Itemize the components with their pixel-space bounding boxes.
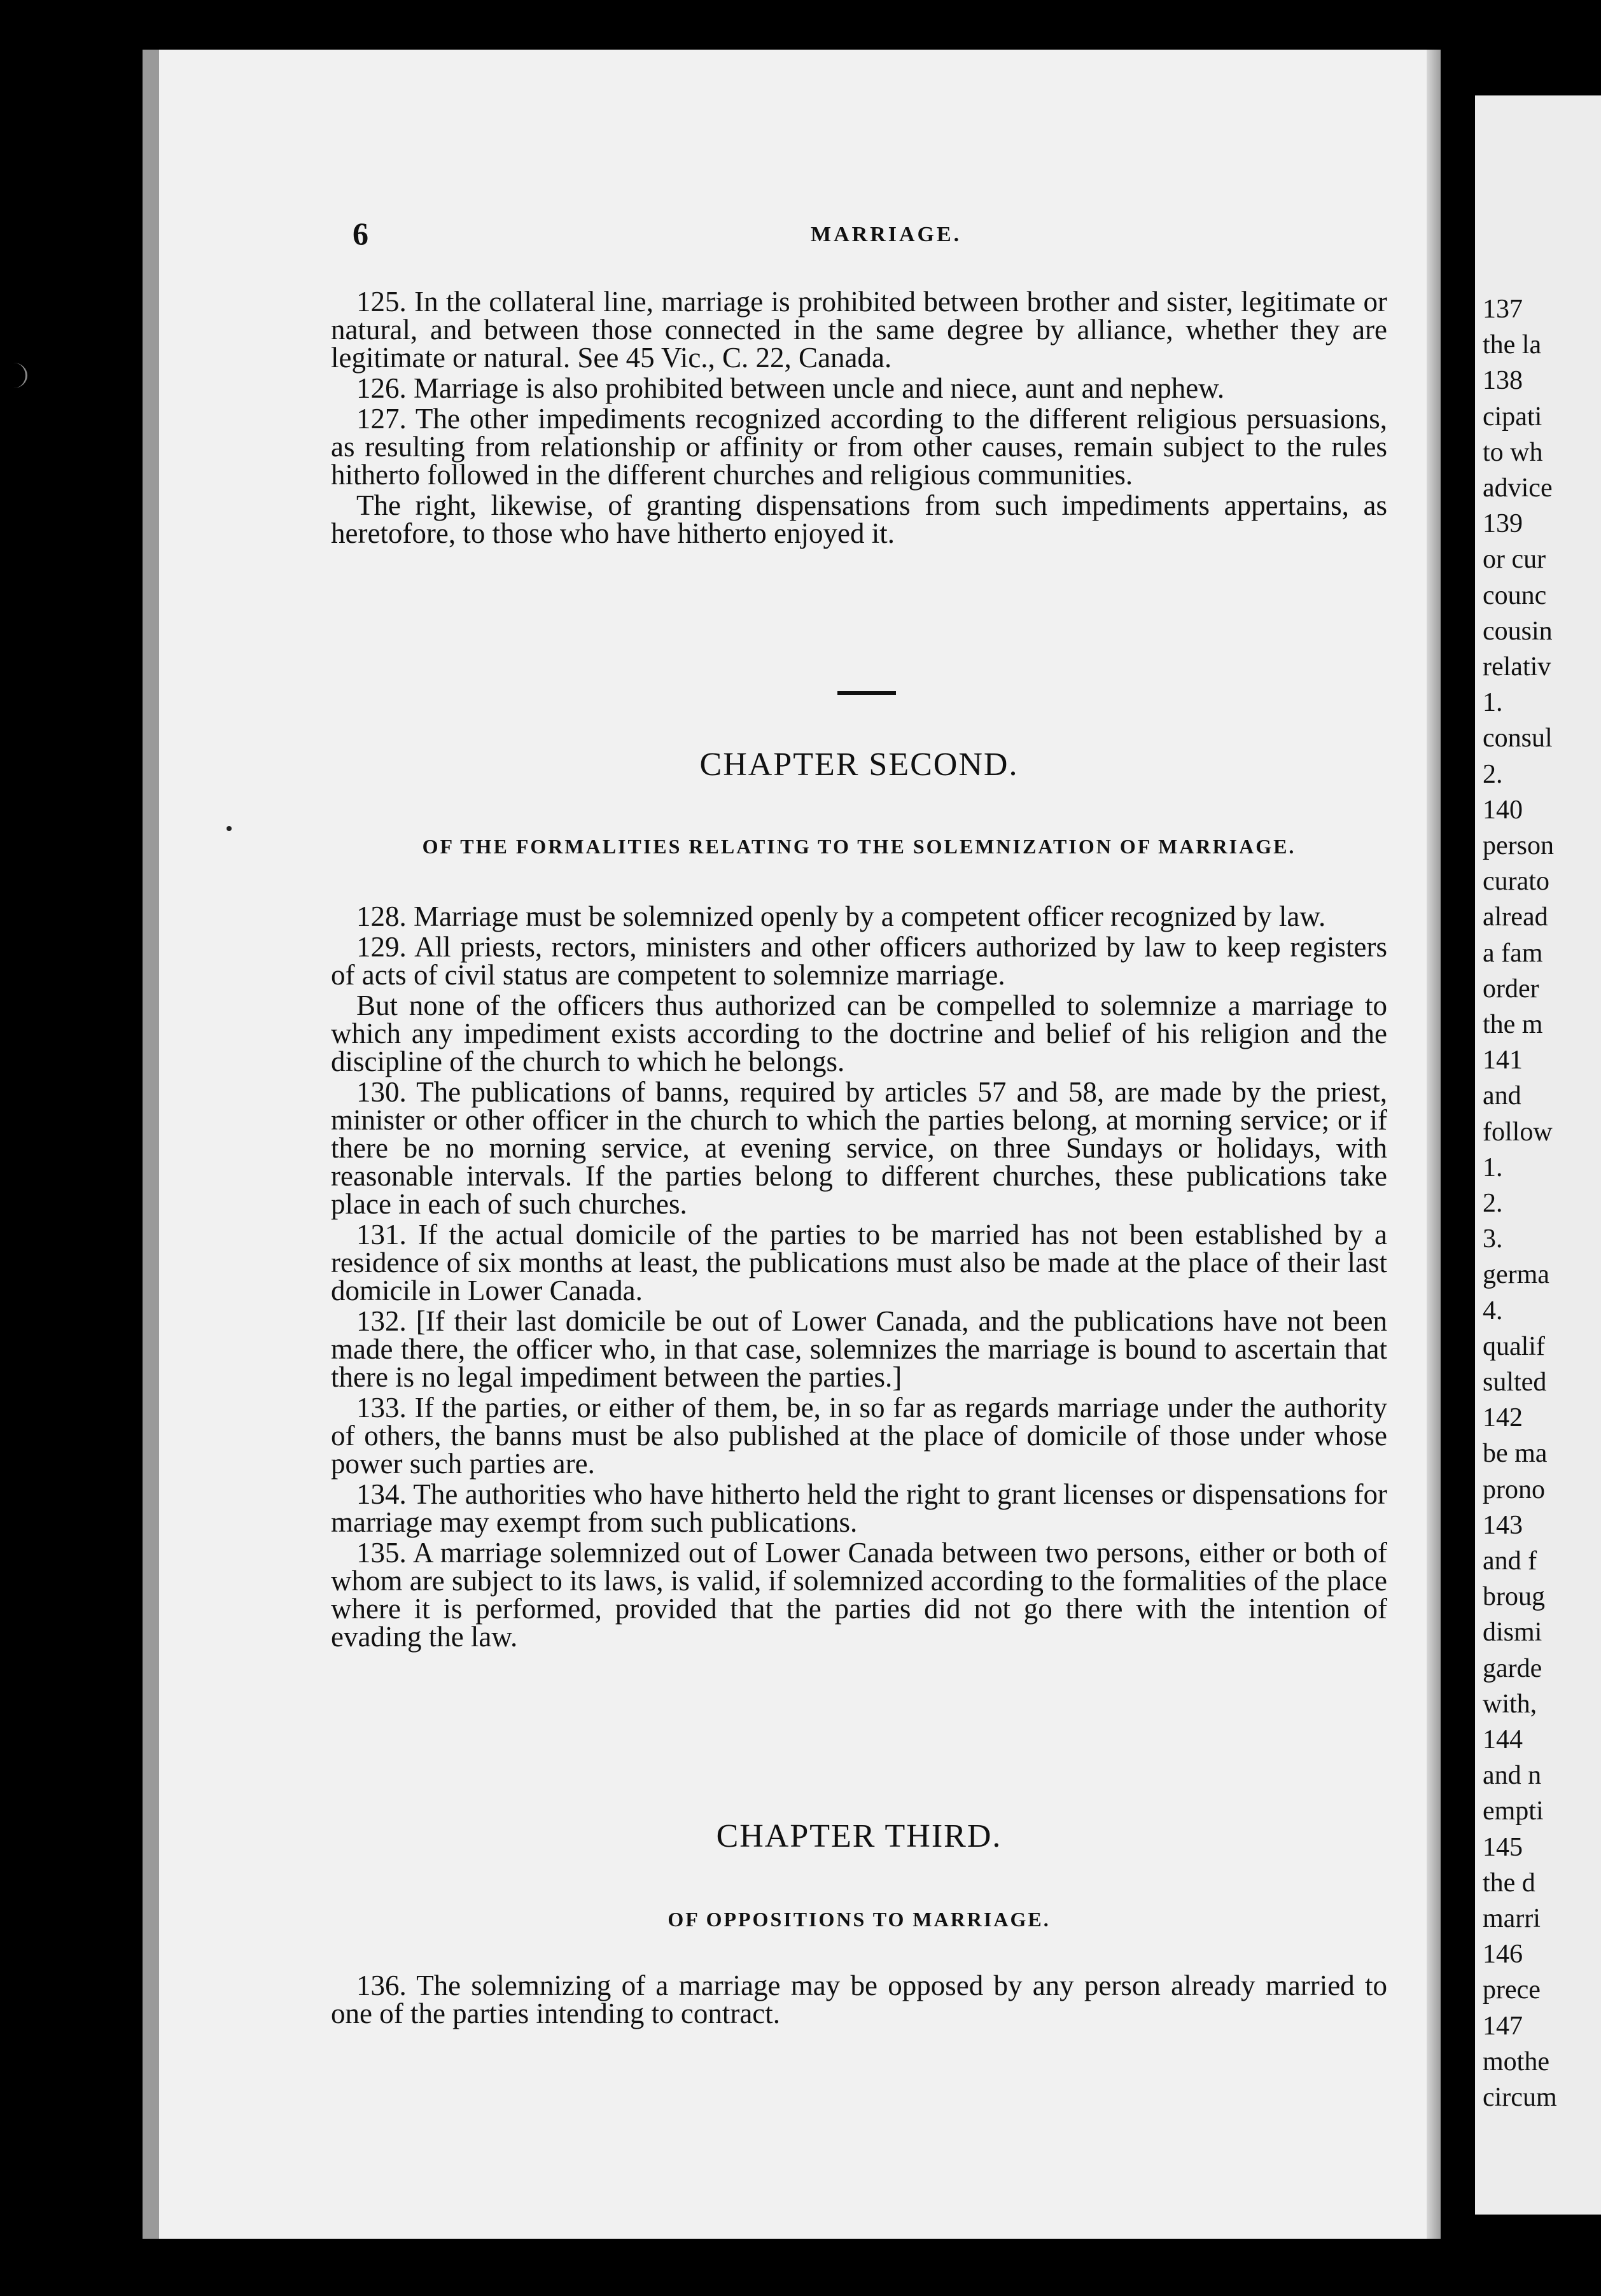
right-page-fragment: 146	[1483, 1940, 1523, 1970]
right-page-fragment: the d	[1483, 1868, 1535, 1898]
right-page-fragment: person	[1483, 831, 1554, 860]
right-page-fragment: prono	[1483, 1474, 1545, 1504]
right-page-fragment: cipati	[1483, 402, 1542, 431]
right-page-fragment: qualif	[1483, 1331, 1545, 1361]
right-page-fragment: with,	[1483, 1689, 1537, 1719]
page-number: 6	[353, 216, 368, 251]
right-page-fragment: or cur	[1483, 545, 1546, 575]
right-page-fragment: 143	[1483, 1510, 1523, 1540]
section-divider	[837, 691, 896, 695]
margin-mark	[0, 363, 27, 388]
article-135: 135. A marriage solemnized out of Lower Canada between two persons, either or both of whom are subject to its laws, is valid, if solemnized according to the formalities of the place where it is performed, provided that the parties did not go there with the intention of evading the law.	[331, 1537, 1387, 1653]
right-page-fragment: 1.	[1483, 1152, 1503, 1182]
right-page-fragment: 141	[1483, 1046, 1523, 1075]
right-page-fragment: 138	[1483, 366, 1523, 396]
right-page-fragment: prece	[1483, 1975, 1541, 2005]
article-131: 131. If the actual domicile of the parties to be married has not been established by a residence of six months at least, the publications must also be made at the place of their last domicile in Lower Canada.	[331, 1219, 1387, 1306]
article-126: 126. Marriage is also prohibited between uncle and niece, aunt and nephew.	[356, 372, 1225, 404]
right-page-fragment: garde	[1483, 1653, 1542, 1683]
article-127: 127. The other impediments recognized according to the different religious persuasions, as resulting from relationship or affinity or from other causes, remain subject to the rules hitherto followed in the different churches and religious communities.	[331, 403, 1387, 491]
book-gutter	[1441, 89, 1475, 2227]
right-page-fragment: and n	[1483, 1761, 1542, 1791]
dispensations-paragraph: The right, likewise, of granting dispensations from such impediments appertains, as heretofore, to those who have hitherto enjoyed it.	[331, 489, 1387, 549]
right-page-fragment: alread	[1483, 902, 1548, 932]
right-page-fragment: sulted	[1483, 1368, 1547, 1397]
right-page-fragment: 142	[1483, 1403, 1523, 1433]
right-page-fragment: 3.	[1483, 1224, 1503, 1254]
right-page-fragment: 1.	[1483, 688, 1503, 718]
chapter-third-subtitle: OF OPPOSITIONS TO MARRIAGE.	[668, 1908, 1051, 1931]
chapter-third-body	[331, 1971, 1387, 2030]
article-130: 130. The publications of banns, required by articles 57 and 58, are made by the priest, minister or other officer in the church to which the parties belong, at morning service; or if there be no morning service, at evening service, on three Sundays or holidays, with reasonable intervals. If the parties belong to different churches, these publications take place in each of such churches.	[331, 1076, 1387, 1220]
right-page-fragment: 140	[1483, 795, 1523, 825]
right-page-fragment: consul	[1483, 724, 1553, 753]
right-page-fragment: germa	[1483, 1260, 1549, 1290]
right-page-fragment: 137	[1483, 295, 1523, 324]
right-page-fragment: order	[1483, 974, 1539, 1004]
right-page-fragment: the m	[1483, 1010, 1543, 1039]
chapter-third-title: CHAPTER THIRD.	[716, 1818, 1002, 1854]
running-title: MARRIAGE.	[811, 223, 962, 246]
article-132: 132. [If their last domicile be out of Lower Canada, and the publications have not been made there, the officer who, in that case, solemnizes the marriage is bound to ascertain that there is no legal impediment between the parties.]	[331, 1305, 1387, 1393]
right-page-fragment: dismi	[1483, 1618, 1542, 1648]
article-129-continued: But none of the officers thus authorized can be compelled to solemnize a marriage to which any impediment exists according to the doctrine and belief of his religion and the discipline of the church to which he belongs.	[331, 990, 1387, 1077]
right-page-fragment: and	[1483, 1081, 1521, 1111]
article-134: 134. The authorities who have hitherto held the right to grant licenses or dispensations for marriage may exempt from such publications.	[331, 1478, 1387, 1538]
right-page-fragment: relativ	[1483, 652, 1551, 682]
right-page-fragment: a fam	[1483, 938, 1543, 968]
chapter-second-title: CHAPTER SECOND.	[699, 746, 1019, 783]
right-page-fragment: marri	[1483, 1904, 1541, 1933]
right-page-fragment: and f	[1483, 1546, 1537, 1576]
chapter-second-subtitle: OF THE FORMALITIES RELATING TO THE SOLEMNIZATION OF MARRIAGE.	[422, 835, 1296, 858]
right-page-fragment: 2.	[1483, 1189, 1503, 1218]
right-page-fragment: 2.	[1483, 759, 1503, 789]
right-page-fragment: to wh	[1483, 437, 1543, 467]
right-page-fragment: 147	[1483, 2011, 1523, 2041]
right-page-fragment: the la	[1483, 330, 1542, 360]
section-impediments	[331, 288, 1387, 550]
right-page-fragment: 145	[1483, 1832, 1523, 1862]
article-136: 136. The solemnizing of a marriage may be opposed by any person already married to one of the parties intending to contract.	[331, 1970, 1387, 2029]
article-128: 128. Marriage must be solemnized openly by a competent officer recognized by law.	[356, 900, 1326, 932]
right-page-fragment: 144	[1483, 1725, 1523, 1754]
right-page-fragment: 139	[1483, 509, 1523, 539]
right-page-fragment: broug	[1483, 1582, 1545, 1612]
right-page-fragment: cousin	[1483, 616, 1553, 646]
right-page-fragment: follow	[1483, 1117, 1553, 1147]
right-page-fragment: circum	[1483, 2083, 1557, 2112]
right-page-fragment: mothe	[1483, 2047, 1549, 2076]
right-page-fragment: be ma	[1483, 1439, 1548, 1469]
right-page-fragment: empti	[1483, 1796, 1544, 1826]
right-page-fragment: curato	[1483, 867, 1549, 897]
article-125: 125. In the collateral line, marriage is prohibited between brother and sister, legitimate or natural, and between those connected in the same degree by alliance, whether they are legitimate or natural. See 45 Vic., C. 22, Canada.	[331, 286, 1387, 374]
speck	[227, 826, 232, 831]
article-129: 129. All priests, rectors, ministers and other officers authorized by law to keep registers of acts of civil status are competent to solemnize marriage.	[331, 931, 1387, 991]
chapter-second-body	[331, 902, 1387, 1653]
right-page-fragment: counc	[1483, 580, 1547, 610]
right-page-fragment: 4.	[1483, 1296, 1503, 1326]
running-header	[353, 215, 1383, 253]
article-133: 133. If the parties, or either of them, be, in so far as regards marriage under the authority of others, the banns must be also published at the place of domicile of those under whose power such parties are.	[331, 1392, 1387, 1480]
right-page-fragment: advice	[1483, 473, 1553, 503]
